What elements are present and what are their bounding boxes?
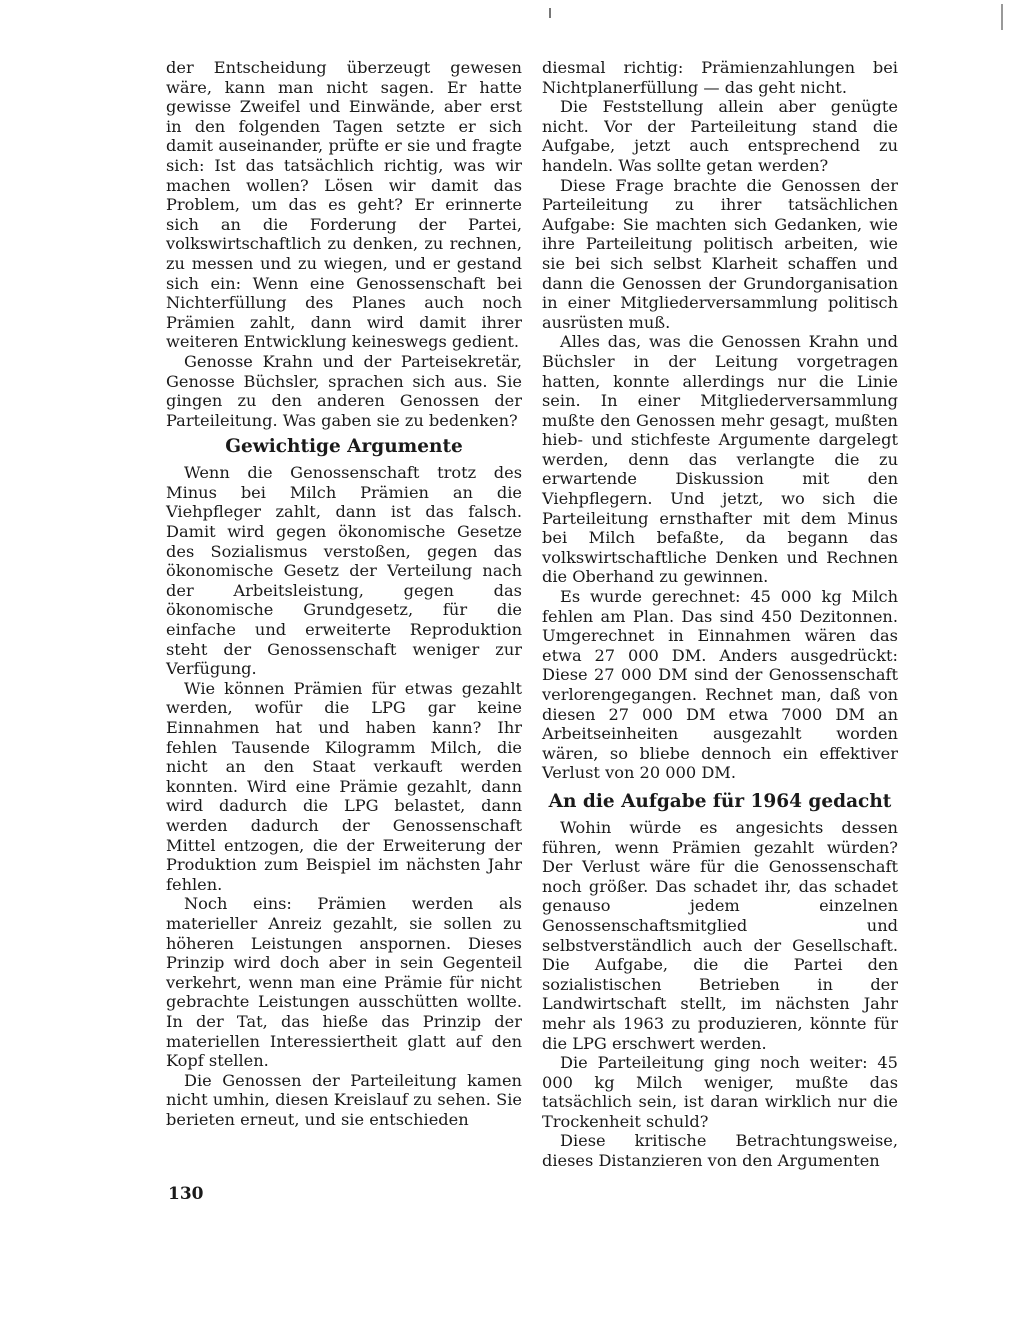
right-paragraph-3: Diese Frage brachte die Genossen der Parteileitung zu ihrer tatsächlichen Aufgabe: Sie machten sich Gedanken, wie ihre Parteileitung politisch arbeiten, wie sie bei sich selbst Klarheit schaffen und dann die Genossen der Grundorganisation in einer Mitgliederversammlung politisch ausrüsten muß.: [542, 175, 898, 332]
right-paragraph-4: Alles das, was die Genossen Krahn und Büchsler in der Leitung vorgetragen hatten, konnte allerdings nur die Linie sein. In einer Mitgliederversammlung mußte den Genossen mehr gesagt, mußten hieb- und stichfeste Argumente dargelegt werden, denn das verlangte die zu erwartende Diskussion mit den Viehpflegern. Und jetzt, wo sich die Parteileitung ernsthafter mit dem Minus bei Milch befaßte, da begann das volkswirtschaftliche Denken und Rechnen die Oberhand zu gewinnen.: [542, 332, 898, 587]
left-paragraph-1: der Entscheidung überzeugt gewesen wäre, kann man nicht sagen. Er hatte gewisse Zweifel und Einwände, aber erst in den folgenden Tagen setzte er sich damit auseinander, prüfte er sie und fragte sich: Ist das tatsächlich richtig, was wir machen wollen? Lösen wir damit das Problem, um das es geht? Er erinnerte sich an die Forderung der Partei, volkswirtschaftlich zu denken, zu rechnen, zu messen und zu wiegen, und er gestand sich ein: Wenn eine Genossenschaft bei Nichterfüllung des Planes auch noch Prämien zahlt, dann wird damit ihrer weiteren Entwicklung keineswegs gedient.: [166, 58, 522, 352]
right-paragraph-1: diesmal richtig: Prämienzahlungen bei Nichtplanerfüllung — das geht nicht.: [542, 58, 898, 97]
left-paragraph-4: Wie können Prämien für etwas gezahlt werden, wofür die LPG gar keine Einnahmen hat und haben kann? Ihr fehlen Tausende Kilogramm Milch, die nicht an den Staat verkauft werden konnten. Wird eine Prämie gezahlt, dann wird dadurch die LPG belastet, dann werden dadurch der Genossenschaft Mittel entzogen, die der Erweiterung der Produktion zum Beispiel im nächsten Jahr fehlen.: [166, 678, 522, 894]
left-paragraph-3: Wenn die Genossenschaft trotz des Minus bei Milch Prämien an die Viehpfleger zahlt, dann ist das falsch. Damit wird gegen ökonomische Gesetze des Sozialismus verstoßen, gegen das ökonomische Gesetz der Verteilung nach der Arbeitsleistung, gegen das ökonomische Grundgesetz, für die einfache und erweiterte Reproduktion steht der Genossenschaft weniger zur Verfügung.: [166, 463, 522, 679]
right-paragraph-2: Die Feststellung allein aber genügte nicht. Vor der Parteileitung stand die Aufgabe, jetzt auch entsprechend zu handeln. Was sollte getan werden?: [542, 97, 898, 175]
section-heading-aufgabe-1964: An die Aufgabe für 1964 gedacht: [548, 790, 892, 812]
left-paragraph-5: Noch eins: Prämien werden als materieller Anreiz gezahlt, sie sollen zu höheren Leistungen anspornen. Dieses Prinzip wird doch aber in sein Gegenteil verkehrt, wenn man eine Prämie für nicht gebrachte Leistungen ausschütten wollte. In der Tat, das hieße das Prinzip der materiellen Interessiertheit glatt auf den Kopf stellen.: [166, 894, 522, 1071]
right-paragraph-7: Die Parteileitung ging noch weiter: 45 000 kg Milch weniger, mußte das tatsächlich sein, ist daran wirklich nur die Trockenheit schuld?: [542, 1053, 898, 1131]
right-paragraph-6: Wohin würde es angesichts dessen führen, wenn Prämien gezahlt würden? Der Verlust wäre für die Genossenschaft noch größer. Das schadet ihr, das schadet genauso jedem einzelnen Genossenschaftsmitglied und selbstverständlich auch der Gesellschaft. Die Aufgabe, die die Partei den sozialistischen Betrieben in der Landwirtschaft stellt, im nächsten Jahr mehr als 1963 zu produzieren, könnte für die LPG erschwert werden.: [542, 817, 898, 1053]
scan-mark-edge: [1001, 4, 1003, 30]
scan-mark-top: [549, 8, 551, 18]
left-paragraph-6: Die Genossen der Parteileitung kamen nicht umhin, diesen Kreislauf zu sehen. Sie berieten erneut, und sie entschieden: [166, 1070, 522, 1129]
page-number: 130: [168, 1184, 204, 1204]
right-paragraph-5: Es wurde gerechnet: 45 000 kg Milch fehlen am Plan. Das sind 450 Dezitonnen. Umgerechnet in Einnahmen wären das etwa 27 000 DM. Anders ausgedrückt: Diese 27 000 DM sind der Genossenschaft verlorengegangen. Rechnet man, daß von diesen 27 000 DM etwa 7000 DM an Arbeitseinheiten ausgezahlt worden wären, so bliebe dennoch ein effektiver Verlust von 20 000 DM.: [542, 587, 898, 783]
section-heading-gewichtige-argumente: Gewichtige Argumente: [225, 436, 463, 458]
left-paragraph-2: Genosse Krahn und der Parteisekretär, Genosse Büchsler, sprachen sich aus. Sie gingen zu den anderen Genossen der Parteileitung. Was gaben sie zu bedenken?: [166, 351, 522, 430]
left-column: [166, 58, 522, 1129]
right-paragraph-8: Diese kritische Betrachtungsweise, dieses Distanzieren von den Argumenten: [542, 1131, 898, 1171]
right-column: [542, 58, 898, 1171]
